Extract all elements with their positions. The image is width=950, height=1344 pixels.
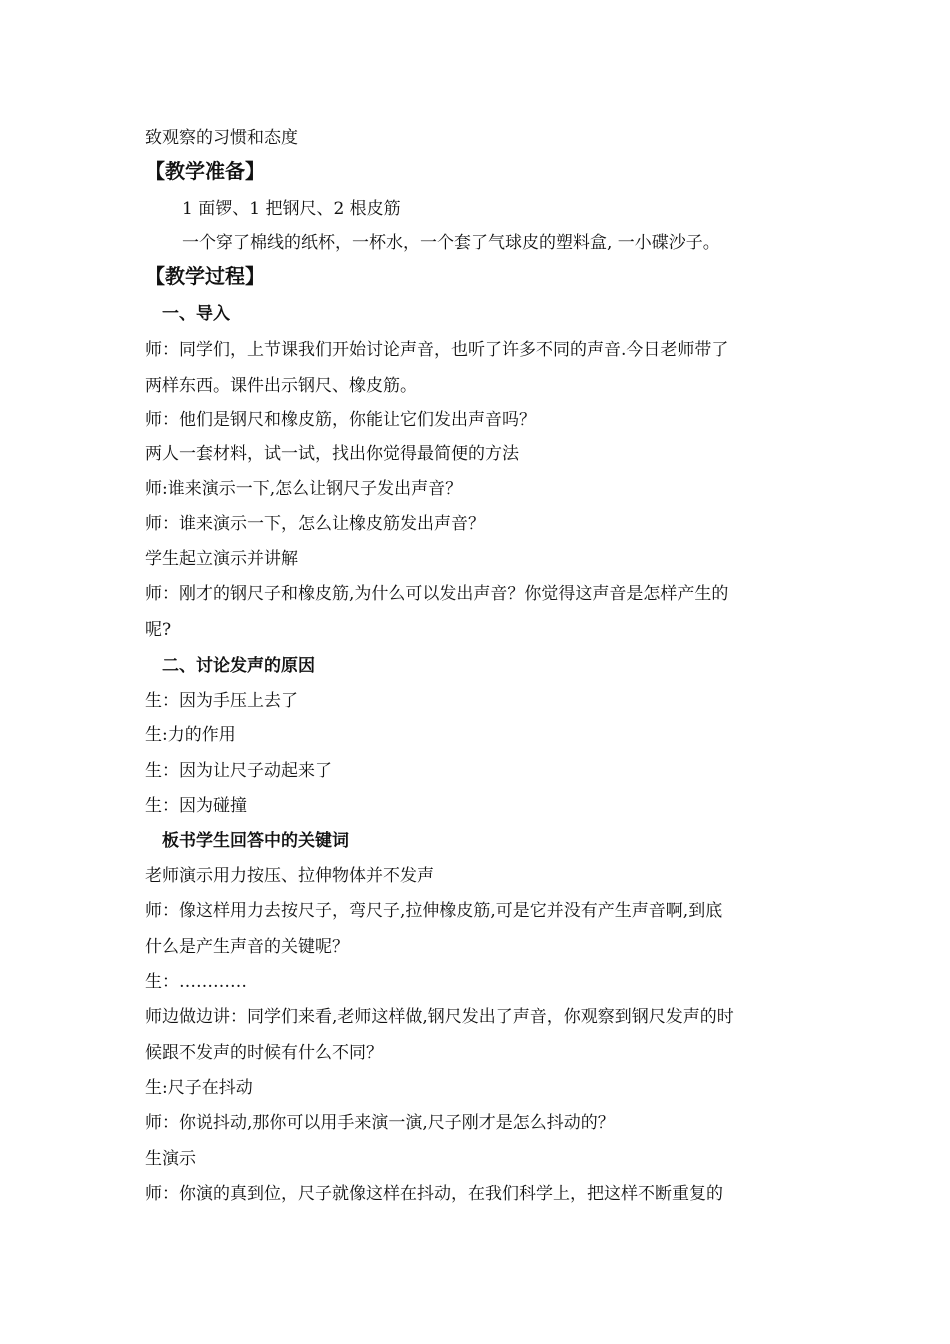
text-line: 老师演示用力按压、拉伸物体并不发声	[145, 866, 434, 886]
text-line: 师:谁来演示一下,怎么让钢尺子发出声音？	[145, 479, 463, 499]
text-line: 1 面锣、1 把钢尺、2 根皮筋	[182, 199, 401, 219]
text-line: 生演示	[145, 1149, 196, 1169]
text-line: 致观察的习惯和态度	[145, 128, 298, 148]
text-line: 什么是产生声音的关键呢？	[145, 937, 349, 957]
text-line: 学生起立演示并讲解	[145, 549, 298, 569]
text-line: 生：因为让尺子动起来了	[145, 761, 332, 781]
text-line: 师：他们是钢尺和橡皮筋，你能让它们发出声音吗？	[145, 410, 536, 430]
text-line: 师：谁来演示一下，怎么让橡皮筋发出声音？	[145, 514, 485, 534]
text-line: 师：你说抖动,那你可以用手来演一演,尺子刚才是怎么抖动的？	[145, 1113, 615, 1133]
text-line: 生：因为手压上去了	[145, 691, 298, 711]
text-line: 生:尺子在抖动	[145, 1078, 253, 1098]
text-line: 师：同学们，上节课我们开始讨论声音，也听了许多不同的声音.今日老师带了	[145, 340, 729, 360]
text-line: 一个穿了棉线的纸杯，一杯水，一个套了气球皮的塑料盒, 一小碟沙子。	[182, 233, 720, 253]
section-heading-preparation: 【教学准备】	[145, 159, 265, 183]
section-heading-process: 【教学过程】	[145, 264, 265, 288]
text-line: 生：…………	[145, 972, 247, 992]
text-line: 生:力的作用	[145, 725, 236, 745]
text-line: 两样东西。课件出示钢尺、橡皮筋。	[145, 376, 417, 396]
subsection-heading: 二、讨论发声的原因	[162, 656, 315, 676]
text-line: 生：因为碰撞	[145, 796, 247, 816]
text-line: 师：你演的真到位，尺子就像这样在抖动，在我们科学上，把这样不断重复的	[145, 1184, 723, 1204]
subsection-heading: 一、导入	[162, 304, 230, 324]
text-line: 师：刚才的钢尺子和橡皮筋,为什么可以发出声音？你觉得这声音是怎样产生的	[145, 584, 729, 604]
text-line: 呢?	[145, 620, 172, 640]
text-line: 候跟不发声的时候有什么不同？	[145, 1043, 383, 1063]
text-line: 两人一套材料，试一试，找出你觉得最简便的方法	[145, 444, 519, 464]
text-line: 师边做边讲：同学们来看,老师这样做,钢尺发出了声音，你观察到钢尺发声的时	[145, 1007, 734, 1027]
text-line: 师：像这样用力去按尺子，弯尺子,拉伸橡皮筋,可是它并没有产生声音啊,到底	[145, 901, 723, 921]
subsection-heading: 板书学生回答中的关键词	[162, 831, 349, 851]
